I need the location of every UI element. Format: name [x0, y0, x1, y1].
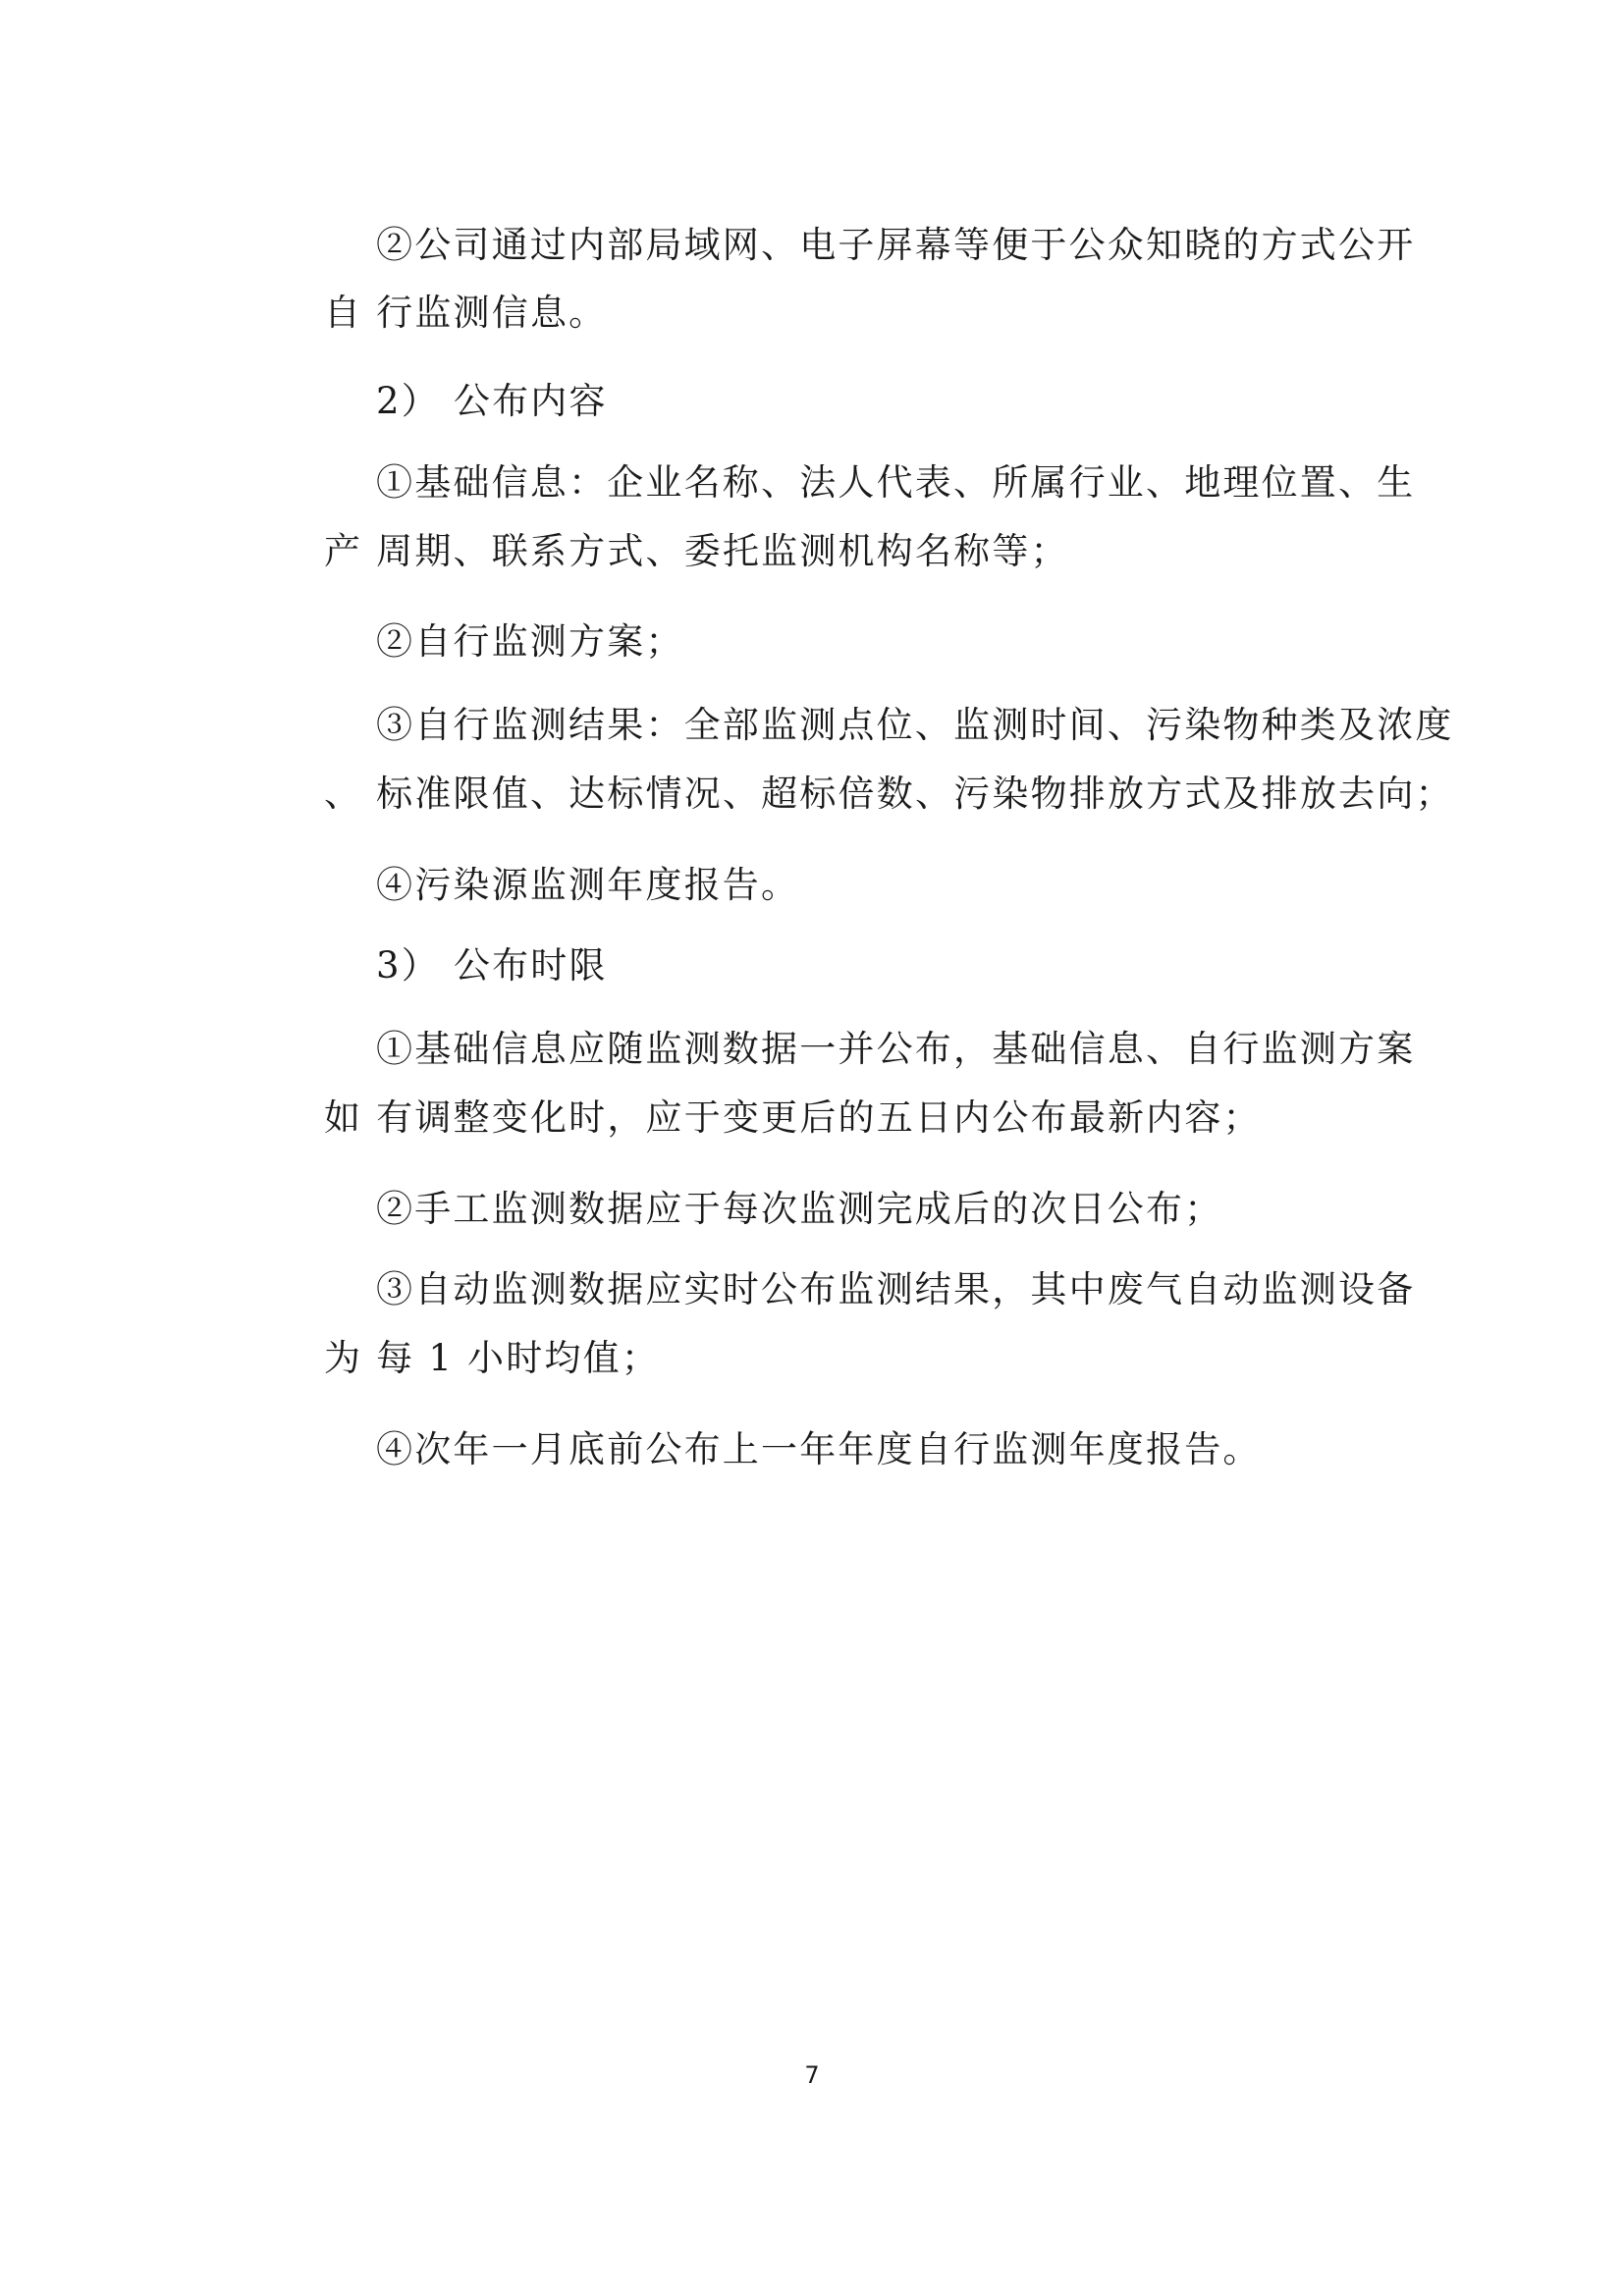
paragraph-line: 产 周期、联系方式、委托监测机构名称等；	[324, 530, 1069, 572]
paragraph-line: ④次年一月底前公布上一年年度自行监测年度报告。	[376, 1428, 1262, 1470]
paragraph-line: ①基础信息应随监测数据一并公布，基础信息、自行监测方案	[376, 1028, 1416, 1070]
paragraph-line: ①基础信息：企业名称、法人代表、所属行业、地理位置、生	[376, 461, 1416, 504]
paragraph-line: 为 每 1 小时均值；	[324, 1337, 661, 1379]
paragraph-line: 如 有调整变化时，应于变更后的五日内公布最新内容；	[324, 1096, 1262, 1139]
paragraph-line: ②自行监测方案；	[376, 620, 684, 663]
page-number: 7	[804, 2061, 820, 2089]
paragraph-line: ③自动监测数据应实时公布监测结果，其中废气自动监测设备	[376, 1268, 1416, 1310]
paragraph-line: 、 标准限值、达标情况、超标倍数、污染物排放方式及排放去向；	[324, 773, 1454, 815]
paragraph-line: ②手工监测数据应于每次监测完成后的次日公布；	[376, 1188, 1223, 1230]
paragraph-line: ④污染源监测年度报告。	[376, 864, 800, 906]
paragraph-line: 自 行监测信息。	[324, 292, 608, 334]
paragraph-line: ②公司通过内部局域网、电子屏幕等便于公众知晓的方式公开	[376, 224, 1416, 266]
paragraph-line: ③自行监测结果：全部监测点位、监测时间、污染物种类及浓度	[376, 704, 1454, 746]
section-heading: 3） 公布时限	[376, 944, 608, 987]
section-heading: 2） 公布内容	[376, 380, 608, 422]
